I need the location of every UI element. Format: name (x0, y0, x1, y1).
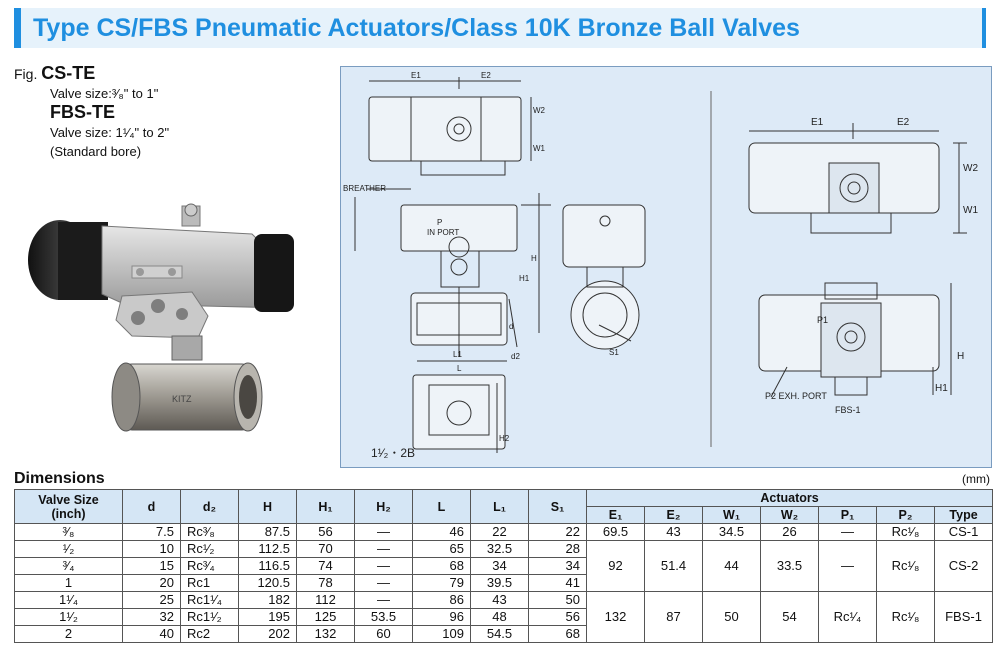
drawing-svg (341, 67, 993, 469)
cell-s1: 56 (529, 609, 587, 626)
cell-s1: 50 (529, 592, 587, 609)
header-h: H (239, 490, 297, 524)
cell-d2: Rc³⁄₈ (181, 524, 239, 541)
cell-w2: 26 (761, 524, 819, 541)
cell-p1: — (819, 541, 877, 592)
label-p2-exh: P2 EXH. PORT (765, 391, 827, 401)
cell-s1: 68 (529, 626, 587, 643)
cell-l: 79 (413, 575, 471, 592)
label-s1: S1 (609, 348, 619, 357)
cell-l: 46 (413, 524, 471, 541)
label-e1-right: E1 (811, 117, 824, 128)
header-d: d (123, 490, 181, 524)
cell-s1: 22 (529, 524, 587, 541)
header-p1: P₁ (819, 507, 877, 524)
cell-h2: — (355, 575, 413, 592)
cell-l1: 34 (471, 558, 529, 575)
header-e2: E₂ (645, 507, 703, 524)
cell-l: 96 (413, 609, 471, 626)
header-e1: E₁ (587, 507, 645, 524)
cell-l: 109 (413, 626, 471, 643)
label-h: H (531, 254, 537, 263)
cell-d2: Rc1¹⁄₂ (181, 609, 239, 626)
cell-d: 32 (123, 609, 181, 626)
cell-type: CS-2 (935, 541, 993, 592)
cell-l1: 22 (471, 524, 529, 541)
header-l: L (413, 490, 471, 524)
label-size-note: 1¹⁄₂・2B (371, 446, 416, 460)
cell-h1: 78 (297, 575, 355, 592)
cell-h1: 132 (297, 626, 355, 643)
label-h2: H2 (499, 434, 510, 443)
cell-e2: 87 (645, 592, 703, 643)
cell-h2: 53.5 (355, 609, 413, 626)
label-w2-left: W2 (533, 106, 545, 115)
cell-e2: 51.4 (645, 541, 703, 592)
label-breather: BREATHER (343, 184, 386, 193)
cell-h: 195 (239, 609, 297, 626)
header-type: Type (935, 507, 993, 524)
cell-l1: 32.5 (471, 541, 529, 558)
cell-l: 65 (413, 541, 471, 558)
cell-h2: — (355, 592, 413, 609)
cell-p2: Rc¹⁄₈ (877, 541, 935, 592)
dimensions-title: Dimensions (14, 470, 105, 487)
cell-d2: Rc1¹⁄₄ (181, 592, 239, 609)
header-w2: W₂ (761, 507, 819, 524)
cell-l: 86 (413, 592, 471, 609)
header-p2: P₂ (877, 507, 935, 524)
header-valve-size: Valve Size (inch) (15, 490, 123, 524)
unit-label: (mm) (962, 472, 990, 486)
label-h-right: H (957, 351, 965, 362)
label-l1: L1 (453, 350, 462, 359)
cell-l1: 43 (471, 592, 529, 609)
svg-text:KITZ: KITZ (172, 394, 192, 404)
cell-e2: 43 (645, 524, 703, 541)
cell-d2: Rc³⁄₄ (181, 558, 239, 575)
cell-size: 1¹⁄₄ (15, 592, 123, 609)
cell-d2: Rc1 (181, 575, 239, 592)
cell-e1: 69.5 (587, 524, 645, 541)
label-w1-right: W1 (963, 205, 978, 216)
label-e2-right: E2 (897, 117, 910, 128)
label-d: d (509, 322, 514, 331)
dimensions-table (14, 489, 993, 643)
header-actuators: Actuators (587, 490, 993, 507)
label-e2-left: E2 (481, 71, 491, 80)
cell-s1: 34 (529, 558, 587, 575)
table-row (15, 592, 993, 609)
cell-d2: Rc2 (181, 626, 239, 643)
cell-w1: 50 (703, 592, 761, 643)
page-title: Type CS/FBS Pneumatic Actuators/Class 10K Bronze Ball Valves (33, 14, 800, 42)
label-w1-left: W1 (533, 144, 545, 153)
header-w1: W₁ (703, 507, 761, 524)
cell-s1: 28 (529, 541, 587, 558)
label-h1-right: H1 (935, 383, 948, 394)
product-photo (22, 196, 322, 458)
header-d2: d₂ (181, 490, 239, 524)
label-p1: P1 (817, 315, 829, 325)
header-s1: S₁ (529, 490, 587, 524)
cell-h1: 74 (297, 558, 355, 575)
cell-h: 182 (239, 592, 297, 609)
cell-h1: 125 (297, 609, 355, 626)
header-l1: L₁ (471, 490, 529, 524)
cell-e1: 132 (587, 592, 645, 643)
fig-label: Fig. (14, 66, 38, 82)
cell-size: 1¹⁄₂ (15, 609, 123, 626)
cell-h: 87.5 (239, 524, 297, 541)
cell-p2: Rc¹⁄₈ (877, 524, 935, 541)
model-fbs-te: FBS-TE (50, 102, 115, 122)
size-fbs-te: Valve size: 1¹⁄₄" to 2" (50, 125, 170, 140)
cell-l1: 48 (471, 609, 529, 626)
header-h2: H₂ (355, 490, 413, 524)
cell-size: ³⁄₈ (15, 524, 123, 541)
label-e1-left: E1 (411, 71, 421, 80)
model-cs-te: CS-TE (41, 63, 96, 83)
technical-drawing (340, 66, 992, 468)
title-bar (14, 8, 986, 48)
cell-p1: Rc¹⁄₄ (819, 592, 877, 643)
cell-e1: 92 (587, 541, 645, 592)
cell-l: 68 (413, 558, 471, 575)
label-p: P (437, 218, 443, 227)
cell-d: 7.5 (123, 524, 181, 541)
label-h1: H1 (519, 274, 530, 283)
label-l: L (457, 364, 462, 373)
cell-h2: — (355, 558, 413, 575)
label-w2-right: W2 (963, 163, 978, 174)
cell-h2: 60 (355, 626, 413, 643)
cell-h1: 112 (297, 592, 355, 609)
cell-w1: 44 (703, 541, 761, 592)
cell-d: 25 (123, 592, 181, 609)
cell-type: CS-1 (935, 524, 993, 541)
cell-d2: Rc¹⁄₂ (181, 541, 239, 558)
label-d2: d2 (511, 352, 520, 361)
cell-h2: — (355, 524, 413, 541)
cell-size: ³⁄₄ (15, 558, 123, 575)
label-fbs1: FBS-1 (835, 405, 861, 415)
cell-size: 2 (15, 626, 123, 643)
cell-p1: — (819, 524, 877, 541)
table-row (15, 541, 993, 558)
cell-size: ¹⁄₂ (15, 541, 123, 558)
cell-s1: 41 (529, 575, 587, 592)
cell-h: 112.5 (239, 541, 297, 558)
cell-p2: Rc¹⁄₈ (877, 592, 935, 643)
cell-l1: 39.5 (471, 575, 529, 592)
table-row (15, 524, 993, 541)
cell-h: 120.5 (239, 575, 297, 592)
figure-caption (14, 64, 169, 161)
cell-type: FBS-1 (935, 592, 993, 643)
size-cs-te: Valve size:³⁄₈" to 1" (50, 86, 159, 101)
cell-w1: 34.5 (703, 524, 761, 541)
bore-note: (Standard bore) (50, 144, 142, 159)
cell-w2: 33.5 (761, 541, 819, 592)
cell-d: 40 (123, 626, 181, 643)
cell-size: 1 (15, 575, 123, 592)
cell-d: 15 (123, 558, 181, 575)
cell-h2: — (355, 541, 413, 558)
cell-h: 202 (239, 626, 297, 643)
cell-w2: 54 (761, 592, 819, 643)
label-in-port: IN PORT (427, 228, 460, 237)
cell-h1: 56 (297, 524, 355, 541)
cell-d: 10 (123, 541, 181, 558)
cell-l1: 54.5 (471, 626, 529, 643)
header-h1: H₁ (297, 490, 355, 524)
cell-d: 20 (123, 575, 181, 592)
cell-h: 116.5 (239, 558, 297, 575)
cell-h1: 70 (297, 541, 355, 558)
